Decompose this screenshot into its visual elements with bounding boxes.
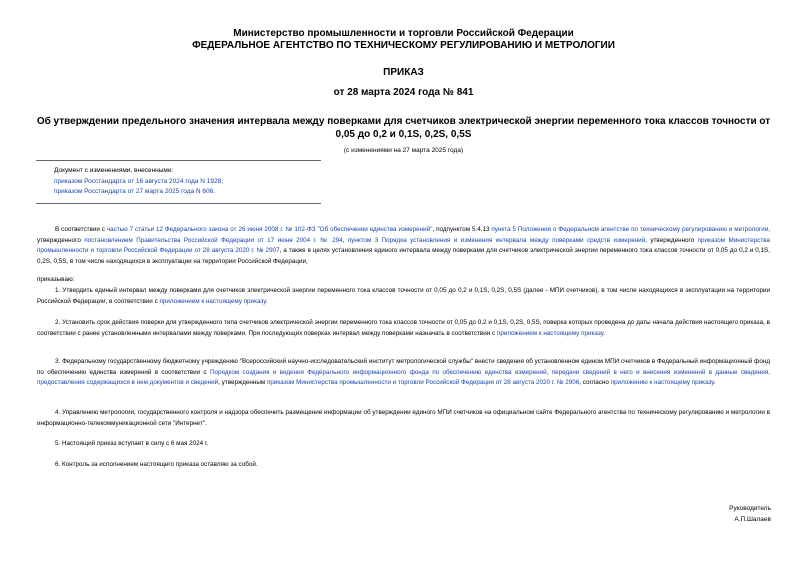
header [0,28,807,52]
doc-title: Об утверждении предельного значения интервала между поверками для счетчиков электрической энергии переменного тока классов точности от 0,05 до 0,2 и 0,1S, 0,2S, 0,5S [36,116,771,140]
agency-name: ФЕДЕРАЛЬНОЕ АГЕНТСТВО ПО ТЕХНИЧЕСКОМУ РЕГУЛИРОВАНИЮ И МЕТРОЛОГИИ [192,40,615,51]
amendment-link[interactable]: приказом Росстандарта от 27 марта 2025 года N 606. [54,188,216,195]
signer-name: А.П.Шалаев [734,515,771,523]
paragraph-2: 2. Установить срок действия поверки для утвержденного типа счетчиков электрической энергии переменного тока классов точности от 0,05 до 0,2 и 0,1S, 0,2S, 0,5S, поверка которых проведена до даты начала действия настоящего приказа, в соответствии с ранее установленными интервалами между поверками. При последующих поверках интервал между поверками назначать в соответствии с приложением к настоящему приказу. [37,319,770,337]
resolution-link[interactable]: постановлением Правительства Российской Федерации от 17 июня 2004 г. № 294 [84,236,343,244]
order-word: приказываю: [37,276,75,283]
appendix-link[interactable]: приложению к настоящему приказу [610,379,714,386]
divider-bottom [36,203,321,204]
paragraph-5: 5. Настоящий приказ вступает в силу с 6 мая 2024 г. [55,440,209,447]
doc-date-number: от 28 марта 2024 года № 841 [333,87,474,98]
paragraph-1: 1. Утвердить единый интервал между поверками для счетчиков электрической энергии переменного тока классов точности от 0,05 до 0,2 и 0,1S, 0,2S, 0,5S (далее - МПИ счетчиков), в том числе находящихся в эксплуатации на территории Российской Федерации, в соответствии с приложением к настоящему приказу. [37,287,770,305]
amendments-caption: Документ с изменениями, внесенными: [54,167,174,174]
regulation-link[interactable]: пункта 5 Положения о Федеральном агентстве по техническому регулированию и метрологии [491,226,769,233]
doc-type: ПРИКАЗ [383,67,424,78]
paragraph-4: 4. Управлению метрологии, государственного контроля и надзора обеспечить размещение информации об утверждении единого МПИ счетчиков на официальном сайте Федерального агентства по техническому регулированию и метрологии в информационно-телекоммуникационной сети "Интернет". [37,409,770,427]
preamble-paragraph: В соответствии с частью 7 статьи 12 Федерального закона от 26 июня 2008 г. № 102-ФЗ "Об обеспечении единства измерений", подпунктом 5.4.13 пункта 5 Положения о Федеральном агентстве по техническому регулированию и метрологии, утвержденного постановлением Правительства Российской Федерации от 17 июня 2004 г. № 294, пунктом 3 Порядка установления и изменения интервала между поверками средств измерений, утвержденного приказом Министерства промышленности и торговли Российской Федерации от 28 августа 2020 г. № 2907, а также в целях установления единого интервала между поверками для счетчиков электрической энергии переменного тока классов точности от 0,05 до 0,2 и 0,1S, 0,2S, 0,5S, в том числе находящихся в эксплуатации на территории Российской Федерации, [37,226,770,265]
paragraph-3: 3. Федеральному государственному бюджетному учреждению "Всероссийский научно-исследовательский институт метрологической службы" внести сведения об установленном едином МПИ счетчиков в Федеральный информационный фонд по обеспечению единства измерений в соответствии с Порядком создания и ведения Федерального информационного фонда по обеспечению единства измерений, передачи сведений в него и внесения изменений в данные сведения, предоставления содержащихся в нем документов и сведений, утвержденным приказом Министерства промышленности и торговли Российской Федерации от 28 августа 2020 г. № 2906, согласно приложению к настоящему приказу. [37,358,771,386]
appendix-link[interactable]: приложением к настоящему приказу [496,329,604,337]
ministry-name: Министерство промышленности и торговли Российской Федерации [233,28,574,39]
order-link[interactable]: приказом Министерства промышленности и торговли Российской Федерации от 28 августа 2020 г. № 2907 [37,236,770,254]
divider-top [36,160,321,161]
ministry-order-link[interactable]: приказом Министерства промышленности и торговли Российской Федерации от 28 августа 2020 г. № 2906 [266,379,580,386]
procedure-link[interactable]: пунктом 3 Порядка установления и изменения интервала между поверками средств измерений [347,236,646,244]
paragraph-6: 6. Контроль за исполнением настоящего приказа оставляю за собой. [55,461,258,468]
signer-position: Руководитель [729,505,771,512]
amendments-box [54,166,223,198]
amendment-link[interactable]: приказом Росстандарта от 16 августа 2024 года N 1928; [54,177,223,185]
law-link[interactable]: частью 7 статьи 12 Федерального закона от 26 июня 2008 г. № 102-ФЗ "Об обеспечении единства измерений" [106,226,433,233]
signature-block [729,504,771,525]
changes-note: (с изменениями на 27 марта 2025 года) [343,147,464,154]
appendix-link[interactable]: приложением к настоящему приказу [159,297,266,305]
fund-procedure-link[interactable]: Порядком создания и ведения Федерального информационного фонда по обеспечению единства измерений, передачи сведений в него и внесения изменений в данные сведения, предоставления содержащихся в нем документов и сведений [37,368,771,386]
